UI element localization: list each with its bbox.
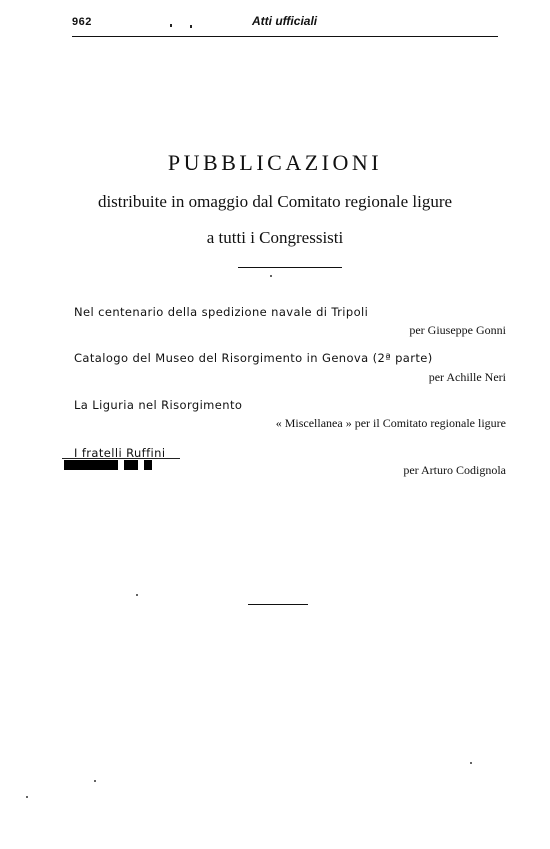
header-rule [72, 36, 498, 37]
print-speck [190, 25, 192, 28]
print-speck [470, 762, 472, 764]
subtitle: distribuite in omaggio dal Comitato regionale ligure [97, 192, 453, 211]
page-number: 962 [72, 16, 92, 28]
redaction-mark [64, 460, 152, 470]
entry-title-4: I fratelli Ruffini [74, 446, 166, 460]
entry-title-1: Nel centenario della spedizione navale di Tripoli [74, 305, 369, 319]
closing-divider [248, 604, 308, 605]
entry-author-3: « Miscellanea » per il Comitato regionale ligure [275, 416, 506, 430]
entry-author-4: per Arturo Codignola [403, 463, 506, 477]
print-speck [26, 796, 28, 798]
page-title: PUBBLICAZIONI [167, 150, 383, 175]
entry-title-3: La Liguria nel Risorgimento [74, 398, 243, 412]
entry-underline [62, 458, 180, 459]
print-speck [270, 275, 272, 277]
print-speck [170, 24, 172, 27]
print-speck [94, 780, 96, 782]
title-divider [238, 267, 342, 268]
print-speck [136, 594, 138, 596]
entry-title-2: Catalogo del Museo del Risorgimento in Genova (2ª parte) [74, 351, 433, 365]
subtitle-second-line: a tutti i Congressisti [206, 228, 344, 247]
entry-author-1: per Giuseppe Gonni [409, 323, 506, 337]
running-head: Atti ufficiali [252, 14, 318, 28]
entry-author-2: per Achille Neri [428, 370, 506, 384]
